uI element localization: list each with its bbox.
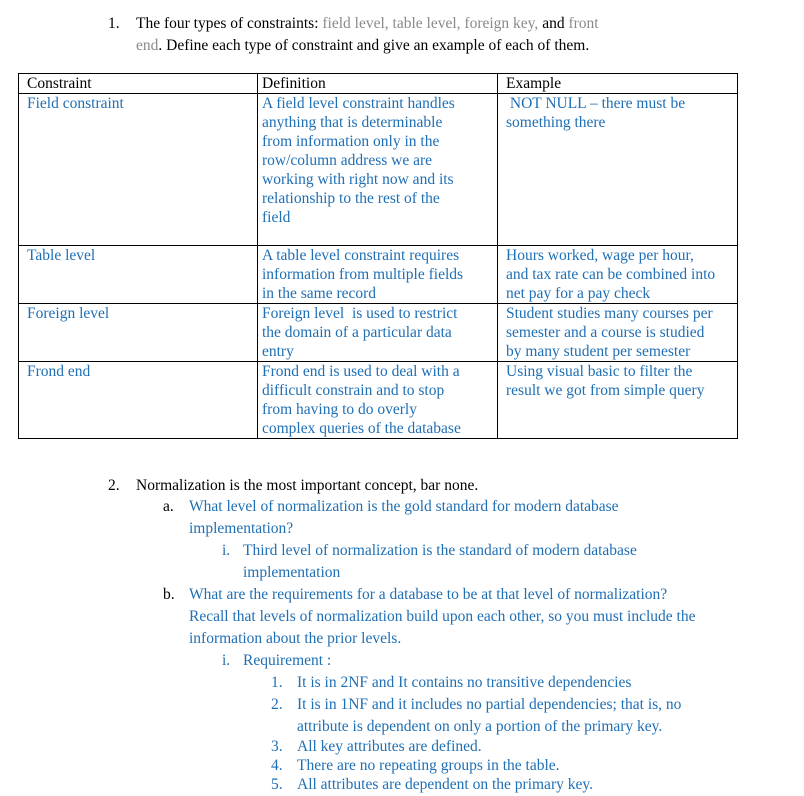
q2b-i-label: i. — [222, 652, 231, 669]
q1-front-end: end — [136, 37, 159, 54]
definition-line: A table level constraint requires — [262, 247, 460, 264]
example-line: Using visual basic to filter the — [506, 363, 693, 380]
example-cell — [498, 362, 738, 439]
table-header-row — [19, 74, 738, 94]
constraint-cell: Frond end — [19, 362, 258, 439]
q1-type-front: front — [568, 15, 599, 32]
definition-line: from information only in the — [262, 133, 440, 150]
example-cell — [498, 246, 738, 304]
example-line: semester and a course is studied — [506, 324, 705, 341]
example-cell — [498, 304, 738, 362]
req-number: 2. — [271, 696, 283, 713]
definition-cell — [258, 246, 498, 304]
definition-line: information from multiple fields — [262, 266, 464, 283]
definition-cell — [258, 362, 498, 439]
header-definition: Definition — [258, 74, 498, 94]
table-row — [19, 362, 738, 439]
table-row — [19, 304, 738, 362]
q2b-line: What are the requirements for a database to be at that level of normalization? — [189, 586, 668, 603]
question-1-number: 1. — [108, 15, 120, 32]
definition-line: entry — [262, 343, 294, 360]
example-line: and tax rate can be combined into — [506, 266, 716, 283]
q1-instruction: . Define each type of constraint and give an example of each of them. — [158, 37, 590, 54]
req-line: It is in 1NF and it includes no partial dependencies; that is, no — [297, 696, 682, 713]
req-line: All key attributes are defined. — [297, 738, 482, 755]
example-cell — [498, 94, 738, 246]
header-constraint: Constraint — [19, 74, 258, 94]
q2a-i-line: implementation — [243, 564, 341, 581]
question-2-text: Normalization is the most important concept, bar none. — [136, 477, 479, 494]
table-row — [19, 246, 738, 304]
q1-type-table: table level, — [392, 15, 461, 32]
constraints-table — [18, 73, 738, 439]
q2a-line: What level of normalization is the gold standard for modern database — [189, 498, 619, 515]
example-line: Hours worked, wage per hour, — [506, 247, 694, 264]
constraint-cell: Table level — [19, 246, 258, 304]
definition-line: working with right now and its — [262, 171, 454, 188]
definition-line: A field level constraint handles — [262, 95, 455, 112]
definition-cell — [258, 94, 498, 246]
definition-line: field — [262, 209, 291, 226]
q2b-line: information about the prior levels. — [189, 630, 402, 647]
example-line: NOT NULL – there must be — [506, 95, 686, 112]
req-number: 3. — [271, 738, 283, 755]
question-1-text-line2 — [136, 36, 589, 55]
q2b-line: Recall that levels of normalization build upon each other, so you must include the — [189, 608, 696, 625]
example-line: something there — [506, 114, 606, 131]
definition-cell — [258, 304, 498, 362]
q2a-i-line: Third level of normalization is the standard of modern database — [243, 542, 637, 559]
example-line: Student studies many courses per — [506, 305, 713, 322]
req-line: It is in 2NF and It contains no transitive dependencies — [297, 674, 632, 691]
definition-line: relationship to the rest of the — [262, 190, 440, 207]
definition-line: Foreign level is used to restrict — [262, 305, 458, 322]
question-2-number: 2. — [108, 477, 120, 494]
q1-type-field: field level, — [322, 15, 389, 32]
table-row — [19, 94, 738, 246]
req-line: All attributes are dependent on the primary key. — [297, 776, 593, 793]
q2a-i-label: i. — [222, 542, 231, 559]
req-line: attribute is dependent on only a portion of the primary key. — [297, 718, 663, 735]
req-number: 4. — [271, 757, 283, 774]
q2b-label: b. — [163, 586, 175, 603]
header-example: Example — [498, 74, 738, 94]
constraint-cell: Foreign level — [19, 304, 258, 362]
q2a-label: a. — [163, 498, 174, 515]
definition-line: difficult constrain and to stop — [262, 382, 445, 399]
req-number: 5. — [271, 776, 283, 793]
req-line: There are no repeating groups in the table. — [297, 757, 560, 774]
q1-type-foreign: foreign key, — [464, 15, 539, 32]
definition-line: complex queries of the database — [262, 420, 461, 437]
definition-line: in the same record — [262, 285, 377, 302]
q1-prefix: The four types of constraints: — [136, 15, 323, 32]
definition-line: row/column address we are — [262, 152, 433, 169]
q1-and: and — [542, 15, 565, 32]
question-1-text-line1 — [136, 14, 599, 33]
req-number: 1. — [271, 674, 283, 691]
definition-line: from having to do overly — [262, 401, 417, 418]
example-line: net pay for a pay check — [506, 285, 651, 302]
example-line: by many student per semester — [506, 343, 691, 360]
constraint-cell: Field constraint — [19, 94, 258, 246]
definition-line: Frond end is used to deal with a — [262, 363, 460, 380]
q2b-i-text: Requirement : — [243, 652, 332, 669]
q2a-line: implementation? — [189, 520, 294, 537]
example-line: result we got from simple query — [506, 382, 705, 399]
definition-line: anything that is determinable — [262, 114, 443, 131]
definition-line: the domain of a particular data — [262, 324, 452, 341]
